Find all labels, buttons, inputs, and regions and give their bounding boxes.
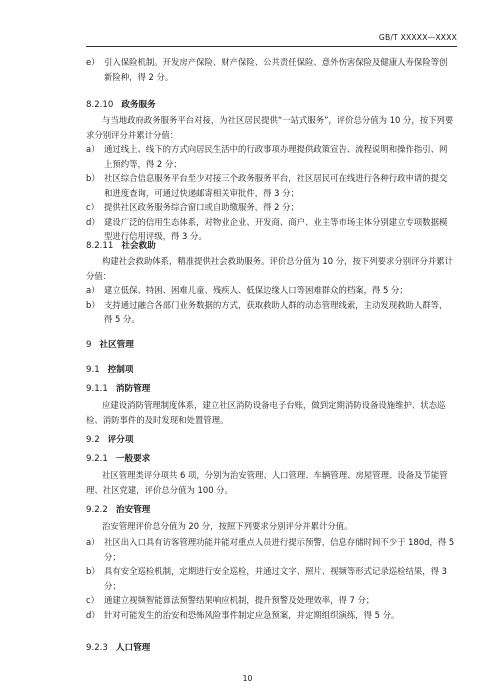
- section-number: 9.2.2: [86, 505, 108, 515]
- list-text: 建设广泛的信用生态体系，对物业企业、开发商、商户、业主等市场主体分别建立专项数据模型进行信用评级，得 3 分。: [104, 216, 448, 241]
- list-text: 引入保险机制。开发房产保险、财产保险、公共责任保险、意外伤害保险及健康人寿保险等创新险种，得 2 分。: [104, 57, 448, 82]
- list-marker: b）: [86, 299, 100, 310]
- section-title: 评分项: [107, 435, 134, 445]
- paragraph: 与当地政府政务服务平台对接，为社区居民提供“一站式服务”，评价总分值为 10 分，按下列要求分别评分并累计分值：: [86, 115, 454, 140]
- list-text: 通建立视频智能算法预警结果响应机制，提升预警及处理效率，得 7 分；: [104, 595, 375, 605]
- section-heading-9: [86, 338, 134, 350]
- list-item: [86, 283, 455, 298]
- standard-code: GB/T XXXXX—XXXX: [378, 33, 457, 42]
- section-heading-9-2-3: [86, 641, 150, 653]
- section-number: 8.2.11: [86, 241, 114, 251]
- section-title: 政务服务: [121, 100, 156, 110]
- section-number: 9.1: [86, 365, 100, 375]
- section-number: 9.2.3: [86, 643, 108, 653]
- paragraph: 应建设消防管理制度体系，建立社区消防设备电子台账，做到定期消防设备设施维护、状态巡检、消防事件的及时发现和处置管理。: [86, 400, 446, 425]
- list-item: [86, 142, 455, 171]
- paragraph: 构建社会救助体系，精准提供社会救助服务。评价总分值为 10 分，按下列要求分别评分并累计分值：: [86, 256, 453, 281]
- list-item: [86, 564, 455, 593]
- paragraph: 治安管理评价总分值为 20 分，按照下列要求分别评分并累计分值。: [102, 521, 353, 531]
- list-text: 支持通过融合各部门业务数据的方式，获取救助人群的动态管理线索，主动发现救助人群等，得 5 分。: [104, 299, 448, 324]
- section-title: 社区管理: [99, 340, 134, 350]
- list-marker: a）: [86, 537, 100, 547]
- list-marker: b）: [86, 173, 100, 183]
- paragraph: 社区管理类评分项共 6 项，分别为治安管理、人口管理、车辆管理、房屋管理、设备及节能管理、社区党建，评价总分值为 100 分。: [86, 470, 448, 495]
- page-number: 10: [242, 674, 253, 683]
- section-number: 8.2.10: [86, 100, 114, 110]
- list-text: 具有安全巡检机制，定期进行安全巡检，并通过文字、照片、视频等形式记录巡检结果，得 3 分；: [104, 566, 447, 591]
- list-marker: a）: [86, 144, 100, 154]
- item-e-list: [86, 55, 455, 84]
- list-text: 建立低保、特困、困难儿童、残疾人、低保边缘人口等困难群众的档案，得 5 分；: [104, 285, 408, 295]
- section-number: 9: [86, 340, 92, 350]
- section-title: 控制项: [107, 365, 134, 375]
- section-heading-9-1: [86, 363, 133, 375]
- list-item: [86, 535, 455, 564]
- section-heading-9-2-2: [86, 503, 150, 515]
- list-marker: c）: [86, 202, 99, 212]
- section-number: 9.2.1: [86, 454, 108, 464]
- section-heading-9-2: [86, 433, 133, 445]
- list-text: 社区出入口具有访客管理功能并能对重点人员进行提示预警，信息存储时间不少于 180d，得 5 分；: [104, 537, 455, 562]
- section-title: 人口管理: [115, 643, 151, 653]
- section-number: 9.2: [86, 435, 100, 445]
- section-title: 社会救助: [121, 241, 156, 251]
- list-text: 提供社区政务服务综合窗口或自助缴服务，得 2 分；: [104, 202, 299, 212]
- list-marker: d）: [86, 216, 100, 227]
- section-title: 一般要求: [115, 454, 151, 464]
- section-heading-8-2-10: [86, 98, 156, 110]
- list-marker: e）: [86, 57, 100, 67]
- header-rule: [86, 46, 457, 47]
- list-item: [86, 171, 455, 200]
- list-8-2-10: [86, 142, 455, 244]
- list-marker: b）: [86, 566, 100, 576]
- section-heading-9-1-1: [86, 382, 150, 394]
- list-marker: d）: [86, 609, 100, 620]
- list-text: 针对可能发生的治安和恐怖风险事件制定应急预案，并定期组织演练，得 5 分。: [104, 609, 400, 620]
- list-item: [86, 200, 455, 215]
- list-item: [86, 593, 455, 608]
- list-item: [86, 608, 455, 623]
- list-8-2-11: [86, 283, 455, 327]
- list-text: 社区综合信息服务平台至少对接三个政务服务平台，社区居民可在线进行各种行政申请的提交和进度查询，可通过快递邮寄相关审批件，得 3 分；: [104, 173, 448, 198]
- list-9-2-2: [86, 535, 455, 622]
- list-item: [86, 298, 455, 327]
- list-item: [86, 55, 455, 84]
- list-marker: c）: [86, 595, 99, 605]
- section-number: 9.1.1: [86, 384, 108, 394]
- section-heading-9-2-1: [86, 452, 150, 464]
- list-text: 通过线上、线下的方式向居民生活中的行政事项办理提供政策宣告、流程说明和操作指引、网上预约等，得 2 分；: [104, 144, 448, 169]
- section-heading-8-2-11: [86, 239, 156, 251]
- section-title: 消防管理: [115, 384, 151, 394]
- list-marker: a）: [86, 285, 100, 295]
- section-title: 治安管理: [115, 505, 151, 515]
